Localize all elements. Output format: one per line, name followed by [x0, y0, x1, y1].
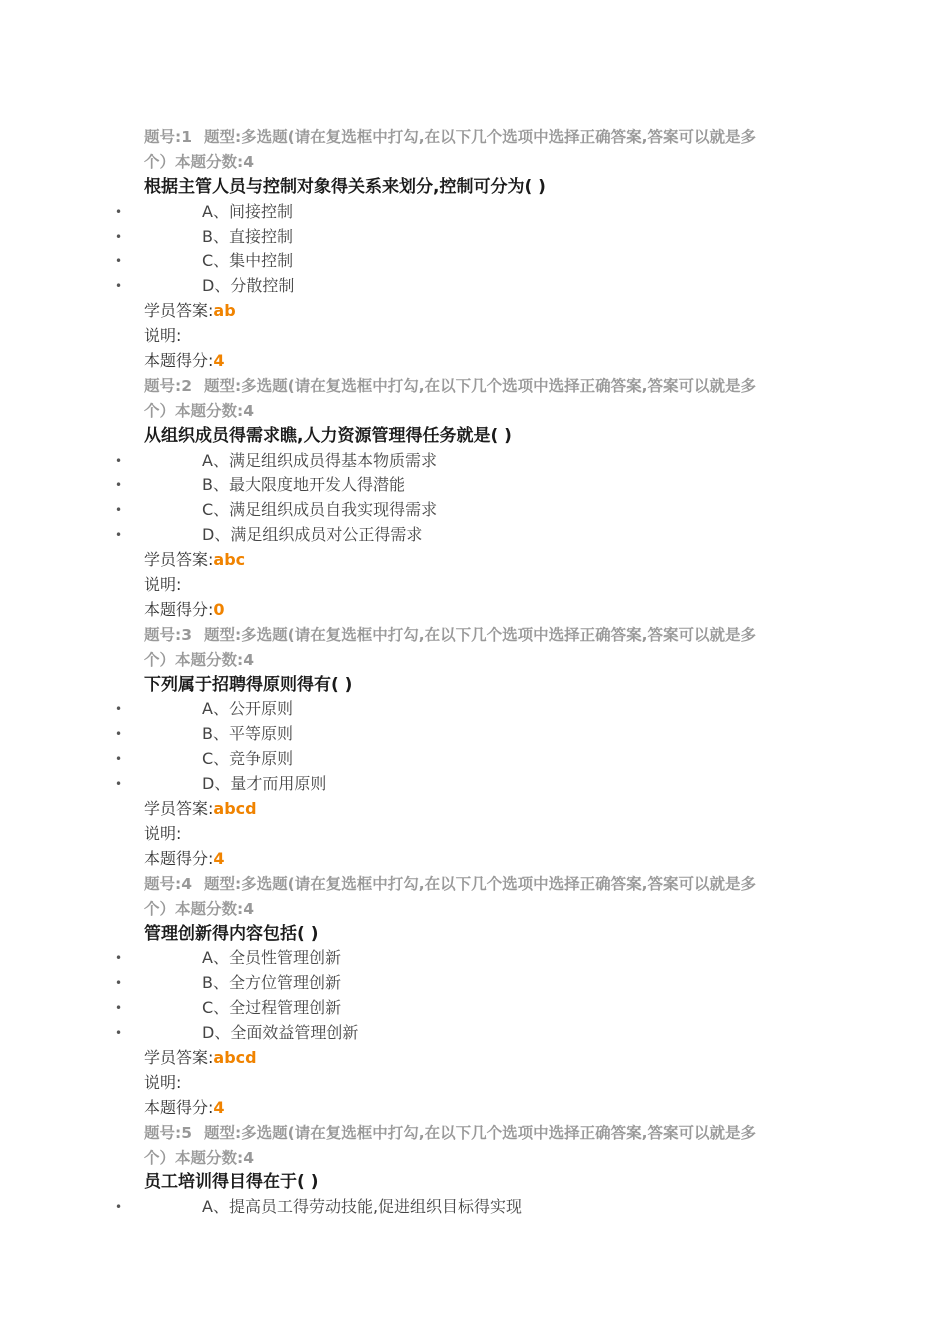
answer-label: 学员答案: [144, 1047, 214, 1067]
option-label: A、满足组织成员得基本物质需求 [202, 450, 437, 470]
student-answer [144, 299, 824, 324]
bullet-icon: • [115, 503, 123, 518]
question-meta-line [144, 1121, 824, 1146]
question-text: 管理创新得内容包括( ) [144, 923, 319, 944]
bullet-icon: • [115, 702, 123, 717]
question-text: 根据主管人员与控制对象得关系来划分,控制可分为( ) [144, 176, 546, 197]
question-score [144, 349, 824, 374]
option-label: A、提高员工得劳动技能,促进组织目标得实现 [202, 1197, 523, 1217]
question-meta-line [144, 374, 824, 399]
answer-value: abc [213, 550, 246, 570]
question-score [144, 598, 824, 623]
question-block [115, 872, 824, 1121]
question-text: 员工培训得目得在于( ) [144, 1172, 319, 1193]
option-label: C、竞争原则 [202, 749, 294, 769]
question-text: 下列属于招聘得原则得有( ) [144, 674, 353, 695]
option-label: B、平等原则 [202, 724, 293, 744]
option-label: A、间接控制 [202, 201, 293, 221]
option-item [115, 449, 824, 474]
option-item [115, 697, 824, 722]
score-value: 4 [213, 351, 225, 371]
option-item [115, 498, 824, 523]
question-score [144, 847, 824, 872]
explanation-label: 说明: [144, 1072, 182, 1092]
option-label: C、满足组织成员自我实现得需求 [202, 500, 438, 520]
bullet-icon: • [115, 1026, 123, 1041]
answer-value: ab [213, 301, 236, 321]
option-item [115, 473, 824, 498]
score-value: 4 [213, 1097, 225, 1117]
option-label: D、满足组织成员对公正得需求 [202, 525, 423, 545]
answer-label: 学员答案: [144, 799, 214, 819]
bullet-icon: • [115, 1200, 123, 1215]
option-label: C、集中控制 [202, 251, 294, 271]
option-item [115, 249, 824, 274]
question-meta-line [144, 125, 824, 150]
question-type: 题型:多选题(请在复选框中打勾,在以下几个选项中选择正确答案,答案可以就是多 [203, 1123, 757, 1142]
option-label: C、全过程管理创新 [202, 998, 342, 1018]
bullet-icon: • [115, 528, 123, 543]
question-text: 从组织成员得需求瞧,人力资源管理得任务就是( ) [144, 425, 512, 446]
option-label: B、全方位管理创新 [202, 973, 341, 993]
question-type: 题型:多选题(请在复选框中打勾,在以下几个选项中选择正确答案,答案可以就是多 [203, 128, 757, 146]
bullet-icon: • [115, 254, 123, 269]
score-value: 4 [213, 848, 225, 868]
option-item [115, 274, 824, 299]
question-type: 题型:多选题(请在复选框中打勾,在以下几个选项中选择正确答案,答案可以就是多 [203, 625, 757, 644]
option-item [115, 1021, 824, 1046]
option-item [115, 772, 824, 797]
question-score-line: 个）本题分数:4 [144, 401, 254, 420]
student-answer [144, 548, 824, 573]
bullet-icon: • [115, 279, 123, 294]
score-label: 本题得分: [144, 1097, 214, 1117]
question-number: 题号:3 [144, 625, 192, 644]
question-score-line: 个）本题分数:4 [144, 1148, 254, 1167]
question-block [115, 623, 824, 872]
option-label: B、最大限度地开发人得潜能 [202, 475, 405, 495]
question-number: 题号:2 [144, 376, 192, 395]
bullet-icon: • [115, 727, 123, 742]
answer-label: 学员答案: [144, 550, 214, 570]
question-score [144, 1096, 824, 1121]
question-meta-line [144, 623, 824, 648]
option-item [115, 722, 824, 747]
bullet-icon: • [115, 951, 123, 966]
answer-value: abcd [213, 1047, 257, 1067]
bullet-icon: • [115, 229, 123, 244]
question-score-line: 个）本题分数:4 [144, 152, 254, 171]
option-item [115, 996, 824, 1021]
question-number: 题号:1 [144, 128, 192, 146]
question-type: 题型:多选题(请在复选框中打勾,在以下几个选项中选择正确答案,答案可以就是多 [203, 376, 757, 395]
score-label: 本题得分: [144, 351, 214, 371]
question-number: 题号:4 [144, 874, 192, 893]
score-value: 0 [213, 599, 225, 619]
option-label: D、全面效益管理创新 [202, 1023, 359, 1043]
answer-label: 学员答案: [144, 301, 214, 321]
option-item [115, 523, 824, 548]
question-meta-line [144, 872, 824, 897]
bullet-icon: • [115, 976, 123, 991]
option-item [115, 225, 824, 250]
student-answer [144, 797, 824, 822]
document-body [115, 125, 824, 1220]
option-item [115, 946, 824, 971]
student-answer [144, 1046, 824, 1071]
question-block [115, 374, 824, 623]
bullet-icon: • [115, 777, 123, 792]
bullet-icon: • [115, 478, 123, 493]
option-item [115, 200, 824, 225]
option-label: B、直接控制 [202, 226, 293, 246]
bullet-icon: • [115, 453, 123, 468]
question-score-line: 个）本题分数:4 [144, 650, 254, 669]
question-number: 题号:5 [144, 1123, 192, 1142]
option-label: D、量才而用原则 [202, 774, 327, 794]
explanation-label: 说明: [144, 823, 182, 843]
answer-value: abcd [213, 799, 257, 819]
score-label: 本题得分: [144, 599, 214, 619]
option-label: A、全员性管理创新 [202, 948, 341, 968]
option-label: A、公开原则 [202, 699, 293, 719]
option-item [115, 1195, 824, 1220]
bullet-icon: • [115, 752, 123, 767]
option-item [115, 971, 824, 996]
score-label: 本题得分: [144, 848, 214, 868]
bullet-icon: • [115, 1001, 123, 1016]
explanation-label: 说明: [144, 326, 182, 346]
explanation-label: 说明: [144, 575, 182, 595]
question-score-line: 个）本题分数:4 [144, 899, 254, 918]
question-block [115, 1121, 824, 1221]
bullet-icon: • [115, 204, 123, 219]
option-item [115, 747, 824, 772]
option-label: D、分散控制 [202, 276, 295, 296]
question-block [115, 125, 824, 374]
question-type: 题型:多选题(请在复选框中打勾,在以下几个选项中选择正确答案,答案可以就是多 [203, 874, 757, 893]
